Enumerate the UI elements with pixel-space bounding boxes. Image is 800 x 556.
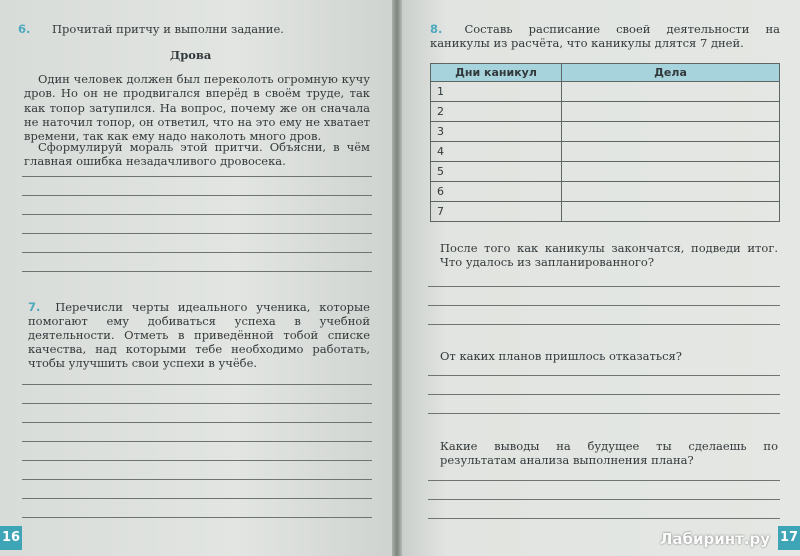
- answer-line[interactable]: [428, 413, 780, 414]
- tasks-cell[interactable]: [562, 122, 780, 142]
- answer-line[interactable]: [22, 498, 372, 499]
- answer-line[interactable]: [428, 518, 780, 519]
- table-row: [431, 142, 780, 162]
- task-8: [430, 22, 780, 50]
- task-8-number: 8.: [430, 22, 443, 36]
- header-tasks: Дела: [562, 64, 780, 82]
- day-cell: 1: [431, 82, 562, 102]
- tasks-cell[interactable]: [562, 82, 780, 102]
- tasks-cell[interactable]: [562, 142, 780, 162]
- header-days: Дни каникул: [431, 64, 562, 82]
- answer-line[interactable]: [22, 271, 372, 272]
- table-header-row: [431, 64, 780, 82]
- answer-line[interactable]: [22, 214, 372, 215]
- day-cell: 3: [431, 122, 562, 142]
- answer-line[interactable]: [22, 460, 372, 461]
- answer-line[interactable]: [428, 286, 780, 287]
- answer-line[interactable]: [428, 305, 780, 306]
- answer-line[interactable]: [22, 479, 372, 480]
- question-abandoned: От каких планов пришлось отказаться?: [440, 349, 682, 363]
- task-6-text: Прочитай притчу и выполни задание.: [52, 22, 284, 36]
- day-cell: 6: [431, 182, 562, 202]
- tasks-cell[interactable]: [562, 202, 780, 222]
- table-row: [431, 82, 780, 102]
- task-7-text: Перечисли черты идеального ученика, которые помогают ему добиваться успеха в учебной деятельности. Отметь в приведённой тобой списке качества, над которыми тебе необходимо работать, чтобы улучшить свои успехи в учёбе.: [28, 300, 370, 370]
- page-number-right: 17: [778, 526, 800, 550]
- task-6-heading: [18, 22, 284, 36]
- watermark-logo: Лабиринт.ру: [659, 530, 770, 548]
- answer-line[interactable]: [22, 195, 372, 196]
- answer-line[interactable]: [428, 375, 780, 376]
- answer-line[interactable]: [428, 394, 780, 395]
- table-row: [431, 122, 780, 142]
- page-number-left: 16: [0, 526, 22, 550]
- task-6-number: 6.: [18, 22, 31, 36]
- task-8-text: Составь расписание своей деятельности на каникулы из расчёта, что каникулы длятся 7 дней.: [430, 22, 781, 50]
- table-row: [431, 182, 780, 202]
- task-7: [28, 300, 370, 370]
- question-results: После того как каникулы закончатся, подведи итог. Что удалось из запланированного?: [440, 241, 778, 270]
- table-row: [431, 162, 780, 182]
- task-6-question: Сформулируй мораль этой притчи. Объясни, в чём главная ошибка незадачливого дровосека.: [24, 140, 370, 169]
- answer-line[interactable]: [22, 517, 372, 518]
- day-cell: 4: [431, 142, 562, 162]
- day-cell: 2: [431, 102, 562, 122]
- parable-text: Один человек должен был переколоть огромную кучу дров. Но он не продвигался вперёд в своём труде, так как топор затупился. На вопрос, почему же он сначала не наточил топор, он ответил, что на это ему не хватает времени, так как ему надо наколоть много дров.: [24, 72, 370, 144]
- answer-line[interactable]: [22, 176, 372, 177]
- tasks-cell[interactable]: [562, 182, 780, 202]
- answer-line[interactable]: [22, 403, 372, 404]
- question-conclusions: Какие выводы на будущее ты сделаешь по результатам анализа выполнения плана?: [440, 439, 778, 468]
- day-cell: 5: [431, 162, 562, 182]
- table-row: [431, 202, 780, 222]
- schedule-table: [430, 63, 780, 222]
- answer-line[interactable]: [22, 252, 372, 253]
- answer-line[interactable]: [428, 499, 780, 500]
- tasks-cell[interactable]: [562, 162, 780, 182]
- task-7-number: 7.: [28, 300, 41, 314]
- tasks-cell[interactable]: [562, 102, 780, 122]
- answer-line[interactable]: [22, 441, 372, 442]
- answer-line[interactable]: [428, 480, 780, 481]
- answer-line[interactable]: [22, 422, 372, 423]
- book-spine: [392, 0, 402, 556]
- answer-line[interactable]: [22, 384, 372, 385]
- answer-line[interactable]: [428, 324, 780, 325]
- day-cell: 7: [431, 202, 562, 222]
- table-row: [431, 102, 780, 122]
- answer-line[interactable]: [22, 233, 372, 234]
- parable-title: Дрова: [170, 48, 212, 62]
